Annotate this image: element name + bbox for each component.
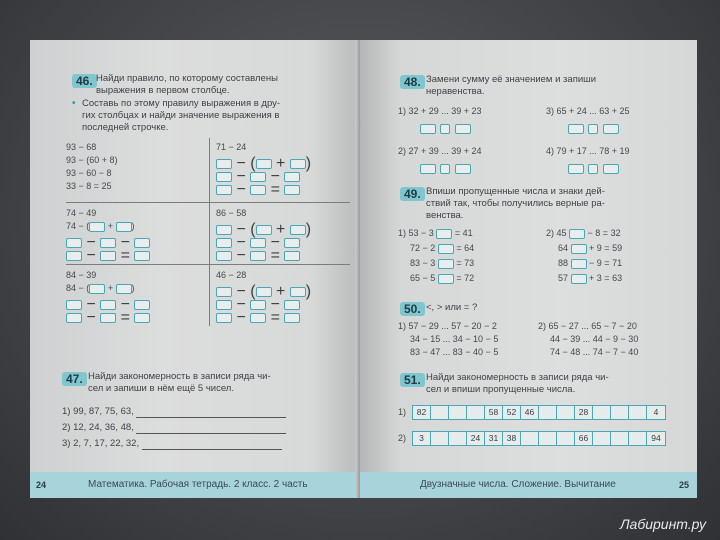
task-50-number: 50.	[400, 302, 425, 316]
equation-row	[558, 273, 622, 284]
equation-row	[410, 258, 474, 269]
cell-text: 71 − 24	[216, 142, 247, 152]
sequence-text: 1) 99, 87, 75, 63,	[62, 406, 134, 417]
cell-text: 93 − 60 − 8	[66, 168, 112, 178]
task-48-number: 48.	[400, 75, 425, 89]
left-footer	[30, 472, 360, 498]
answer-box[interactable]	[571, 274, 587, 284]
answer-row: − =	[66, 309, 150, 327]
answer-row	[420, 160, 471, 178]
row-label: 1)	[398, 407, 407, 417]
number-cell[interactable]	[629, 432, 647, 445]
sequence-1	[62, 406, 286, 418]
task-49-text-1: Впиши пропущенные числа и знаки дей-	[426, 186, 605, 197]
page-number: 24	[36, 480, 47, 490]
answer-row: 74 − ( + )	[66, 221, 135, 231]
eq-part: 1) 53 − 3	[398, 228, 434, 238]
sequence-2	[62, 422, 286, 434]
task-51-text-1: Найди закономерность в записи ряда чи-	[426, 372, 609, 383]
task-48-text-1: Замени сумму её значением и запиши	[426, 74, 597, 85]
cell-text: 84 − 39	[66, 270, 97, 280]
answer-line[interactable]	[136, 425, 286, 434]
number-cell[interactable]	[557, 432, 575, 445]
grid-vline	[209, 138, 210, 326]
task-46-bullet-1: Составь по этому правилу выражения в дру-	[82, 98, 281, 109]
answer-box[interactable]	[89, 284, 105, 294]
answer-box[interactable]	[250, 313, 266, 323]
row-label: 2)	[398, 433, 407, 443]
answer-box[interactable]	[100, 251, 116, 261]
answer-row: − −	[216, 168, 300, 186]
number-cell[interactable]	[521, 432, 539, 445]
answer-box[interactable]	[100, 313, 116, 323]
number-cell[interactable]	[611, 406, 629, 419]
answer-box[interactable]	[420, 124, 436, 134]
task-47-text-2: сел и запиши в нём ещё 5 чисел.	[88, 383, 234, 394]
sequence-3	[62, 438, 282, 450]
eq-part: 88	[558, 258, 569, 268]
number-cell: 58	[485, 406, 503, 419]
answer-row	[568, 120, 619, 138]
sequence-text: 3) 2, 7, 17, 22, 32,	[62, 438, 140, 449]
number-cell: 38	[503, 432, 521, 445]
number-cell[interactable]	[557, 406, 575, 419]
number-cell[interactable]	[431, 406, 449, 419]
inequality: 4) 79 + 17 ... 78 + 19	[546, 146, 630, 156]
number-row-2	[412, 431, 666, 446]
task-50-text: <, > или = ?	[426, 302, 478, 313]
answer-box[interactable]	[420, 164, 436, 174]
answer-row: − =	[216, 309, 300, 327]
answer-row	[568, 160, 619, 178]
right-page	[360, 40, 697, 498]
number-cell[interactable]	[539, 432, 557, 445]
answer-box[interactable]	[571, 244, 587, 254]
number-cell[interactable]	[611, 432, 629, 445]
eq-part: = 73	[456, 258, 475, 268]
answer-box[interactable]	[438, 274, 454, 284]
answer-row: 84 − ( + )	[66, 283, 135, 293]
right-footer	[360, 472, 697, 498]
task-46-text-2: выражения в первом столбце.	[96, 85, 230, 96]
cell-text: 74 − (	[66, 221, 90, 231]
answer-box[interactable]	[438, 244, 454, 254]
eq-part: + 9 = 59	[589, 243, 623, 253]
answer-box[interactable]	[438, 259, 454, 269]
cell-text: 93 − (60 + 8)	[66, 155, 118, 165]
answer-box[interactable]	[116, 222, 132, 232]
answer-box[interactable]	[588, 164, 598, 174]
number-cell[interactable]	[629, 406, 647, 419]
number-cell[interactable]	[593, 432, 611, 445]
answer-box[interactable]	[603, 164, 619, 174]
answer-row: − =	[216, 181, 300, 199]
answer-row: − ( + )	[216, 283, 311, 301]
task-51-number: 51.	[400, 373, 425, 387]
answer-box[interactable]	[603, 124, 619, 134]
eq-part: 72 − 2	[410, 243, 436, 253]
answer-row: − ( + )	[216, 155, 311, 173]
answer-line[interactable]	[136, 409, 286, 418]
number-cell: 82	[413, 406, 431, 419]
number-cell[interactable]	[449, 406, 467, 419]
equation-row	[410, 243, 474, 254]
answer-line[interactable]	[142, 441, 282, 450]
answer-box[interactable]	[436, 229, 452, 239]
equation-row	[546, 228, 621, 239]
task-51-text-2: сел и впиши пропущенные числа.	[426, 384, 576, 395]
number-cell: 24	[467, 432, 485, 445]
bullet-icon: •	[72, 98, 76, 109]
number-cell: 94	[647, 432, 665, 445]
eq-part: 83 − 3	[410, 258, 436, 268]
cell-text: 46 − 28	[216, 270, 247, 280]
task-46-text-1: Найди правило, по которому составлены	[96, 73, 278, 84]
answer-box[interactable]	[66, 251, 82, 261]
task-47-number: 47.	[62, 372, 87, 386]
task-49-text-3: венства.	[426, 210, 464, 221]
comparison: 83 − 47 ... 83 − 40 − 5	[410, 347, 499, 357]
footer-title: Математика. Рабочая тетрадь. 2 класс. 2 часть	[88, 479, 308, 490]
answer-row: − =	[216, 247, 300, 265]
number-cell[interactable]	[539, 406, 557, 419]
cell-text: 74 − 49	[66, 208, 97, 218]
answer-box[interactable]	[440, 164, 450, 174]
number-cell[interactable]	[593, 406, 611, 419]
number-cell[interactable]	[467, 406, 485, 419]
answer-box[interactable]	[568, 124, 584, 134]
comparison: 44 − 39 ... 44 − 9 − 30	[550, 334, 639, 344]
answer-box[interactable]	[134, 251, 150, 261]
sequence-text: 2) 12, 24, 36, 48,	[62, 422, 134, 433]
answer-box[interactable]	[66, 313, 82, 323]
answer-box[interactable]	[284, 251, 300, 261]
eq-part: − 9 = 71	[589, 258, 623, 268]
answer-box[interactable]	[216, 251, 232, 261]
task-46-number: 46.	[72, 74, 97, 88]
answer-box[interactable]	[568, 164, 584, 174]
answer-box[interactable]	[89, 222, 105, 232]
number-cell[interactable]	[449, 432, 467, 445]
watermark: Лабиринт.ру	[619, 516, 706, 532]
cell-text: 93 − 68	[66, 142, 97, 152]
grid-area	[66, 138, 350, 326]
answer-box[interactable]	[455, 124, 471, 134]
equation-row	[558, 243, 622, 254]
answer-box[interactable]	[588, 124, 598, 134]
eq-part: = 41	[454, 228, 473, 238]
answer-box[interactable]	[571, 259, 587, 269]
number-cell: 66	[575, 432, 593, 445]
inequality: 2) 27 + 39 ... 39 + 24	[398, 146, 482, 156]
eq-part: = 64	[456, 243, 475, 253]
inequality: 1) 32 + 29 ... 39 + 23	[398, 106, 482, 116]
task-49-number: 49.	[400, 187, 425, 201]
answer-box[interactable]	[455, 164, 471, 174]
number-cell[interactable]	[431, 432, 449, 445]
inequality: 3) 65 + 24 ... 63 + 25	[546, 106, 630, 116]
answer-box[interactable]	[284, 185, 300, 195]
cell-text: 86 − 58	[216, 208, 247, 218]
answer-row: − −	[216, 234, 300, 252]
eq-part: + 3 = 63	[589, 273, 623, 283]
page-number: 25	[678, 480, 689, 490]
task-46-bullet-2: гих столбцах и найди значение выражения в	[82, 110, 280, 121]
number-cell: 3	[413, 432, 431, 445]
eq-part: 2) 45	[546, 228, 567, 238]
answer-row: − −	[66, 234, 150, 252]
grid-hline	[66, 202, 350, 203]
comparison: 2) 65 − 27 ... 65 − 7 − 20	[538, 321, 637, 331]
answer-box[interactable]	[250, 185, 266, 195]
comparison: 74 − 48 ... 74 − 7 − 40	[550, 347, 639, 357]
cell-text: 33 − 8 = 25	[66, 181, 112, 191]
comparison: 34 − 15 ... 34 − 10 − 5	[410, 334, 499, 344]
task-47-text-1: Найди закономерность в записи ряда чи-	[88, 371, 271, 382]
number-row-1	[412, 405, 666, 420]
answer-box[interactable]	[569, 229, 585, 239]
answer-row: − −	[216, 296, 300, 314]
eq-part: 57	[558, 273, 569, 283]
answer-row: − −	[66, 296, 150, 314]
eq-part: 65 − 5	[410, 273, 436, 283]
number-cell: 46	[521, 406, 539, 419]
task-48-text-2: неравенства.	[426, 86, 485, 97]
task-46-bullet-3: последней строчке.	[82, 122, 169, 133]
left-page	[30, 40, 360, 498]
eq-part: = 72	[456, 273, 475, 283]
answer-row: − =	[66, 247, 150, 265]
answer-box[interactable]	[284, 313, 300, 323]
equation-row	[410, 273, 474, 284]
answer-box[interactable]	[216, 313, 232, 323]
answer-box[interactable]	[116, 284, 132, 294]
eq-part: 64	[558, 243, 569, 253]
comparison: 1) 57 − 29 ... 57 − 20 − 2	[398, 321, 497, 331]
equation-row	[558, 258, 622, 269]
answer-row: − ( + )	[216, 221, 311, 239]
cell-text: 84 − (	[66, 283, 90, 293]
equation-row	[398, 228, 473, 239]
number-cell: 4	[647, 406, 665, 419]
answer-box[interactable]	[440, 124, 450, 134]
eq-part: − 8 = 32	[587, 228, 621, 238]
number-cell: 52	[503, 406, 521, 419]
task-49-text-2: ствий так, чтобы получились верные ра-	[426, 198, 605, 209]
footer-title: Двузначные числа. Сложение. Вычитание	[420, 479, 616, 490]
answer-row	[420, 120, 471, 138]
answer-box[interactable]	[216, 185, 232, 195]
answer-box[interactable]	[134, 313, 150, 323]
number-cell: 31	[485, 432, 503, 445]
answer-box[interactable]	[250, 251, 266, 261]
number-cell: 28	[575, 406, 593, 419]
